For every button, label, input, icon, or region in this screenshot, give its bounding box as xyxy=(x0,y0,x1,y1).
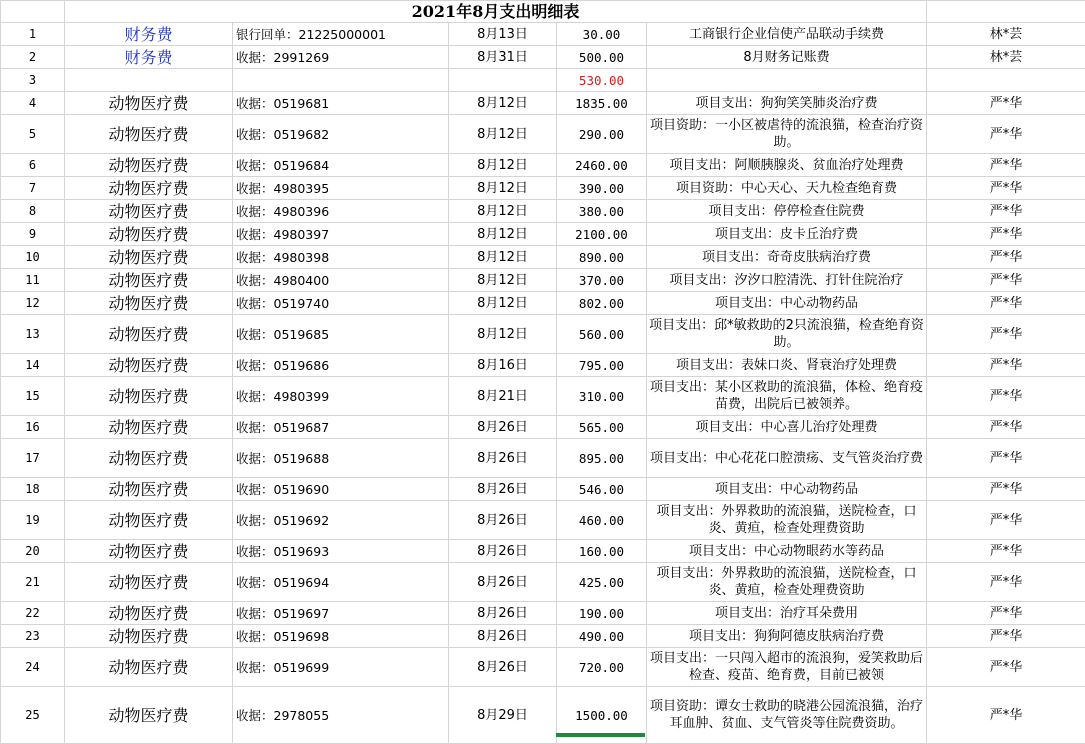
document-number-cell[interactable]: 收据：0519692 xyxy=(233,501,449,540)
handler-cell[interactable]: 严*华 xyxy=(927,292,1085,315)
description-cell[interactable]: 项目资助：谭女士救助的晓港公园流浪猫，治疗耳血肿、贫血、支气管炎等住院费资助。 xyxy=(647,687,927,744)
handler-cell[interactable]: 严*华 xyxy=(927,478,1085,501)
date-cell[interactable] xyxy=(449,69,557,92)
category-cell[interactable]: 动物医疗费 xyxy=(65,501,233,540)
table-row xyxy=(1,154,1085,177)
document-number-cell[interactable]: 收据：0519681 xyxy=(233,92,449,115)
row-number-cell[interactable]: 1 xyxy=(1,23,65,46)
table-row xyxy=(1,23,1085,46)
date-cell[interactable]: 8月26日 xyxy=(449,648,557,687)
category-cell[interactable]: 动物医疗费 xyxy=(65,354,233,377)
amount-cell[interactable]: 565.00 xyxy=(557,416,647,439)
handler-cell[interactable]: 严*华 xyxy=(927,439,1085,478)
date-cell[interactable]: 8月12日 xyxy=(449,292,557,315)
description-cell[interactable]: 项目支出：外界救助的流浪猫，送院检查，口炎、黄疸，检查处理费资助 xyxy=(647,501,927,540)
row-number-cell[interactable]: 16 xyxy=(1,416,65,439)
handler-cell[interactable]: 严*华 xyxy=(927,416,1085,439)
category-cell[interactable]: 动物医疗费 xyxy=(65,625,233,648)
handler-cell[interactable]: 严*华 xyxy=(927,315,1085,354)
row-number-cell[interactable]: 8 xyxy=(1,200,65,223)
amount-cell[interactable]: 30.00 xyxy=(557,23,647,46)
date-cell[interactable]: 8月26日 xyxy=(449,478,557,501)
description-cell[interactable]: 项目支出：奇奇皮肤病治疗费 xyxy=(647,246,927,269)
handler-cell[interactable]: 严*华 xyxy=(927,540,1085,563)
category-cell[interactable]: 动物医疗费 xyxy=(65,269,233,292)
title-row xyxy=(1,1,1085,23)
date-cell[interactable]: 8月26日 xyxy=(449,625,557,648)
amount-cell[interactable]: 530.00 xyxy=(557,69,647,92)
document-number-cell[interactable]: 收据：0519684 xyxy=(233,154,449,177)
document-number-cell[interactable]: 收据：0519688 xyxy=(233,439,449,478)
description-cell[interactable]: 项目支出：邱*敏救助的2只流浪猫，检查绝育资助。 xyxy=(647,315,927,354)
description-cell[interactable]: 项目支出：表妹口炎、肾衰治疗处理费 xyxy=(647,354,927,377)
category-cell[interactable]: 动物医疗费 xyxy=(65,177,233,200)
table-row xyxy=(1,625,1085,648)
category-cell[interactable] xyxy=(65,69,233,92)
row-number-cell[interactable]: 23 xyxy=(1,625,65,648)
table-row xyxy=(1,416,1085,439)
date-cell[interactable]: 8月12日 xyxy=(449,269,557,292)
row-number-cell[interactable]: 17 xyxy=(1,439,65,478)
description-cell[interactable] xyxy=(647,69,927,92)
table-row xyxy=(1,315,1085,354)
handler-cell[interactable]: 林*芸 xyxy=(927,23,1085,46)
date-cell[interactable]: 8月12日 xyxy=(449,315,557,354)
category-cell[interactable]: 动物医疗费 xyxy=(65,200,233,223)
description-cell[interactable]: 项目支出：阿顺胰腺炎、贫血治疗处理费 xyxy=(647,154,927,177)
amount-cell[interactable]: 720.00 xyxy=(557,648,647,687)
title-blank-cell[interactable] xyxy=(927,1,1085,23)
date-cell[interactable]: 8月12日 xyxy=(449,115,557,154)
category-cell[interactable]: 动物医疗费 xyxy=(65,563,233,602)
category-cell[interactable]: 动物医疗费 xyxy=(65,154,233,177)
amount-cell[interactable]: 290.00 xyxy=(557,115,647,154)
handler-cell[interactable]: 严*华 xyxy=(927,246,1085,269)
category-cell[interactable]: 动物医疗费 xyxy=(65,92,233,115)
amount-cell[interactable]: 546.00 xyxy=(557,478,647,501)
row-number-cell[interactable]: 2 xyxy=(1,46,65,69)
handler-cell[interactable]: 严*华 xyxy=(927,602,1085,625)
description-cell[interactable]: 项目支出：治疗耳朵费用 xyxy=(647,602,927,625)
handler-cell[interactable]: 严*华 xyxy=(927,501,1085,540)
document-number-cell[interactable]: 收据：2991269 xyxy=(233,46,449,69)
handler-cell[interactable]: 严*华 xyxy=(927,154,1085,177)
category-cell[interactable]: 动物医疗费 xyxy=(65,377,233,416)
document-number-cell[interactable]: 银行回单：21225000001 xyxy=(233,23,449,46)
row-number-cell[interactable]: 12 xyxy=(1,292,65,315)
document-number-cell[interactable]: 收据：4980398 xyxy=(233,246,449,269)
category-cell[interactable]: 动物医疗费 xyxy=(65,478,233,501)
amount-cell[interactable]: 500.00 xyxy=(557,46,647,69)
amount-cell[interactable]: 890.00 xyxy=(557,246,647,269)
description-cell[interactable]: 项目支出：汐汐口腔清洗、打针住院治疗 xyxy=(647,269,927,292)
row-number-cell[interactable]: 19 xyxy=(1,501,65,540)
corner-cell[interactable] xyxy=(1,1,65,23)
amount-cell[interactable]: 310.00 xyxy=(557,377,647,416)
description-cell[interactable]: 项目支出：中心动物眼药水等药品 xyxy=(647,540,927,563)
date-cell[interactable]: 8月26日 xyxy=(449,501,557,540)
table-row xyxy=(1,246,1085,269)
description-cell[interactable]: 项目支出：皮卡丘治疗费 xyxy=(647,223,927,246)
document-number-cell[interactable] xyxy=(233,69,449,92)
handler-cell[interactable]: 严*华 xyxy=(927,115,1085,154)
amount-cell[interactable]: 390.00 xyxy=(557,177,647,200)
date-cell[interactable]: 8月31日 xyxy=(449,46,557,69)
category-cell[interactable]: 动物医疗费 xyxy=(65,648,233,687)
description-cell[interactable]: 8月财务记账费 xyxy=(647,46,927,69)
date-cell[interactable]: 8月12日 xyxy=(449,223,557,246)
date-cell[interactable]: 8月21日 xyxy=(449,377,557,416)
amount-cell[interactable]: 560.00 xyxy=(557,315,647,354)
row-number-cell[interactable]: 11 xyxy=(1,269,65,292)
table-row xyxy=(1,269,1085,292)
description-cell[interactable]: 项目支出：外界救助的流浪猫，送院检查，口炎、黄疸，检查处理费资助 xyxy=(647,563,927,602)
table-row xyxy=(1,92,1085,115)
date-cell[interactable]: 8月12日 xyxy=(449,177,557,200)
category-cell[interactable]: 动物医疗费 xyxy=(65,246,233,269)
description-cell[interactable]: 工商银行企业信使产品联动手续费 xyxy=(647,23,927,46)
document-number-cell[interactable]: 收据：0519694 xyxy=(233,563,449,602)
row-number-cell[interactable]: 22 xyxy=(1,602,65,625)
amount-cell[interactable]: 380.00 xyxy=(557,200,647,223)
description-cell[interactable]: 项目支出：中心喜儿治疗处理费 xyxy=(647,416,927,439)
sheet-title[interactable]: 2021年8月支出明细表 xyxy=(65,1,927,23)
row-number-cell[interactable]: 13 xyxy=(1,315,65,354)
document-number-cell[interactable]: 收据：0519697 xyxy=(233,602,449,625)
table-row xyxy=(1,377,1085,416)
table-row xyxy=(1,115,1085,154)
table-row xyxy=(1,501,1085,540)
document-number-cell[interactable]: 收据：4980397 xyxy=(233,223,449,246)
handler-cell[interactable]: 严*华 xyxy=(927,563,1085,602)
row-number-cell[interactable]: 18 xyxy=(1,478,65,501)
row-number-cell[interactable]: 5 xyxy=(1,115,65,154)
document-number-cell[interactable]: 收据：0519682 xyxy=(233,115,449,154)
category-cell[interactable]: 动物医疗费 xyxy=(65,439,233,478)
category-cell[interactable]: 动物医疗费 xyxy=(65,315,233,354)
handler-cell[interactable]: 严*华 xyxy=(927,625,1085,648)
amount-cell[interactable]: 2100.00 xyxy=(557,223,647,246)
date-cell[interactable]: 8月12日 xyxy=(449,92,557,115)
description-cell[interactable]: 项目资助：中心天心、天九检查绝育费 xyxy=(647,177,927,200)
handler-cell[interactable]: 严*华 xyxy=(927,92,1085,115)
row-number-cell[interactable]: 21 xyxy=(1,563,65,602)
row-number-cell[interactable]: 10 xyxy=(1,246,65,269)
document-number-cell[interactable]: 收据：0519686 xyxy=(233,354,449,377)
date-cell[interactable]: 8月26日 xyxy=(449,563,557,602)
date-cell[interactable]: 8月13日 xyxy=(449,23,557,46)
category-cell[interactable]: 动物医疗费 xyxy=(65,687,233,744)
table-row xyxy=(1,602,1085,625)
handler-cell[interactable]: 严*华 xyxy=(927,223,1085,246)
description-cell[interactable]: 项目支出：某小区救助的流浪猫，体检、绝育疫苗费，出院后已被领养。 xyxy=(647,377,927,416)
description-cell[interactable]: 项目支出：一只闯入超市的流浪狗，爱笑救助后检查、疫苗、绝育费，目前已被领 xyxy=(647,648,927,687)
table-row xyxy=(1,540,1085,563)
handler-cell[interactable] xyxy=(927,69,1085,92)
category-cell[interactable]: 动物医疗费 xyxy=(65,115,233,154)
amount-cell[interactable]: 160.00 xyxy=(557,540,647,563)
row-number-cell[interactable]: 4 xyxy=(1,92,65,115)
table-row xyxy=(1,69,1085,92)
document-number-cell[interactable]: 收据：0519687 xyxy=(233,416,449,439)
row-number-cell[interactable]: 25 xyxy=(1,687,65,744)
table-row xyxy=(1,292,1085,315)
row-number-cell[interactable]: 3 xyxy=(1,69,65,92)
amount-cell[interactable]: 895.00 xyxy=(557,439,647,478)
description-cell[interactable]: 项目支出：狗狗阿德皮肤病治疗费 xyxy=(647,625,927,648)
description-cell[interactable]: 项目支出：狗狗笑笑肺炎治疗费 xyxy=(647,92,927,115)
handler-cell[interactable]: 严*华 xyxy=(927,377,1085,416)
description-cell[interactable]: 项目支出：中心花花口腔溃疡、支气管炎治疗费 xyxy=(647,439,927,478)
table-row xyxy=(1,177,1085,200)
date-cell[interactable]: 8月29日 xyxy=(449,687,557,744)
date-cell[interactable]: 8月26日 xyxy=(449,416,557,439)
row-number-cell[interactable]: 9 xyxy=(1,223,65,246)
table-row xyxy=(1,439,1085,478)
handler-cell[interactable]: 严*华 xyxy=(927,354,1085,377)
handler-cell[interactable]: 林*芸 xyxy=(927,46,1085,69)
amount-cell[interactable]: 795.00 xyxy=(557,354,647,377)
row-number-cell[interactable]: 7 xyxy=(1,177,65,200)
category-cell[interactable]: 动物医疗费 xyxy=(65,292,233,315)
handler-cell[interactable]: 严*华 xyxy=(927,269,1085,292)
date-cell[interactable]: 8月12日 xyxy=(449,246,557,269)
table-row xyxy=(1,648,1085,687)
handler-cell[interactable]: 严*华 xyxy=(927,648,1085,687)
document-number-cell[interactable]: 收据：0519698 xyxy=(233,625,449,648)
cell-selection-indicator xyxy=(556,733,645,737)
document-number-cell[interactable]: 收据：0519685 xyxy=(233,315,449,354)
date-cell[interactable]: 8月26日 xyxy=(449,602,557,625)
amount-cell[interactable]: 802.00 xyxy=(557,292,647,315)
category-cell[interactable]: 动物医疗费 xyxy=(65,223,233,246)
table-row xyxy=(1,354,1085,377)
table-row xyxy=(1,200,1085,223)
category-cell[interactable]: 动物医疗费 xyxy=(65,416,233,439)
amount-cell[interactable]: 1835.00 xyxy=(557,92,647,115)
amount-cell[interactable]: 370.00 xyxy=(557,269,647,292)
document-number-cell[interactable]: 收据：4980395 xyxy=(233,177,449,200)
description-cell[interactable]: 项目资助：一小区被虐待的流浪猫，检查治疗资助。 xyxy=(647,115,927,154)
row-number-cell[interactable]: 14 xyxy=(1,354,65,377)
table-row xyxy=(1,478,1085,501)
description-cell[interactable]: 项目支出：停停检查住院费 xyxy=(647,200,927,223)
document-number-cell[interactable]: 收据：4980399 xyxy=(233,377,449,416)
document-number-cell[interactable]: 收据：2978055 xyxy=(233,687,449,744)
table-row xyxy=(1,46,1085,69)
document-number-cell[interactable]: 收据：4980396 xyxy=(233,200,449,223)
table-row xyxy=(1,563,1085,602)
date-cell[interactable]: 8月16日 xyxy=(449,354,557,377)
amount-cell[interactable]: 460.00 xyxy=(557,501,647,540)
row-number-cell[interactable]: 20 xyxy=(1,540,65,563)
category-cell[interactable]: 财务费 xyxy=(65,23,233,46)
handler-cell[interactable]: 严*华 xyxy=(927,177,1085,200)
amount-cell[interactable]: 490.00 xyxy=(557,625,647,648)
row-number-cell[interactable]: 15 xyxy=(1,377,65,416)
row-number-cell[interactable]: 24 xyxy=(1,648,65,687)
table-row xyxy=(1,223,1085,246)
document-number-cell[interactable]: 收据：4980400 xyxy=(233,269,449,292)
row-number-cell[interactable]: 6 xyxy=(1,154,65,177)
handler-cell[interactable]: 严*华 xyxy=(927,687,1085,744)
date-cell[interactable]: 8月26日 xyxy=(449,439,557,478)
amount-cell[interactable]: 425.00 xyxy=(557,563,647,602)
document-number-cell[interactable]: 收据：0519693 xyxy=(233,540,449,563)
description-cell[interactable]: 项目支出：中心动物药品 xyxy=(647,478,927,501)
document-number-cell[interactable]: 收据：0519690 xyxy=(233,478,449,501)
amount-cell[interactable]: 2460.00 xyxy=(557,154,647,177)
document-number-cell[interactable]: 收据：0519699 xyxy=(233,648,449,687)
amount-cell[interactable]: 1500.00 xyxy=(557,687,647,744)
category-cell[interactable]: 动物医疗费 xyxy=(65,602,233,625)
category-cell[interactable]: 动物医疗费 xyxy=(65,540,233,563)
description-cell[interactable]: 项目支出：中心动物药品 xyxy=(647,292,927,315)
date-cell[interactable]: 8月12日 xyxy=(449,154,557,177)
handler-cell[interactable]: 严*华 xyxy=(927,200,1085,223)
amount-cell[interactable]: 190.00 xyxy=(557,602,647,625)
date-cell[interactable]: 8月26日 xyxy=(449,540,557,563)
category-cell[interactable]: 财务费 xyxy=(65,46,233,69)
document-number-cell[interactable]: 收据：0519740 xyxy=(233,292,449,315)
table-row xyxy=(1,687,1085,744)
date-cell[interactable]: 8月12日 xyxy=(449,200,557,223)
